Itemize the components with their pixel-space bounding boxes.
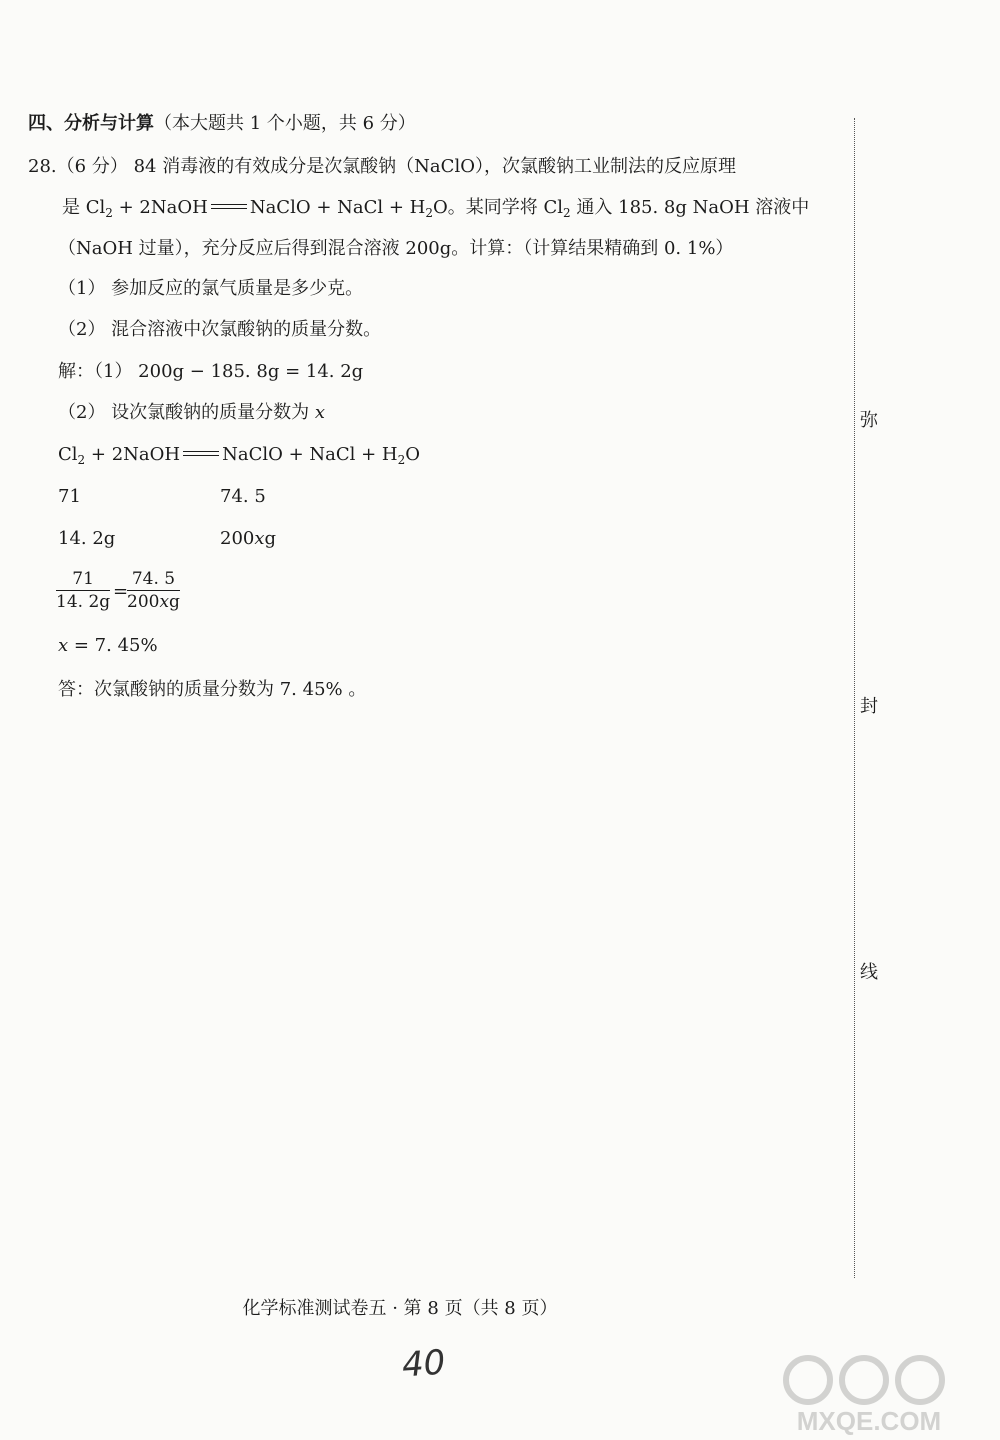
question-text-2-post: 通入 185. 8g NaOH 溶液中 <box>570 197 810 218</box>
sub-question-1: （1） 参加反应的氯气质量是多少克。 <box>58 278 364 299</box>
question-text-1: 84 消毒液的有效成分是次氯酸钠（NaClO），次氯酸钠工业制法的反应原理 <box>133 156 736 177</box>
solution-result: x = 7. 45% <box>58 635 158 656</box>
page-footer: 化学标准测试卷五 · 第 8 页（共 8 页） <box>242 1298 558 1319</box>
section-heading-title: 四、分析与计算 <box>28 113 154 134</box>
molar-mass-right: 74. 5 <box>220 486 266 507</box>
solution-equation: $Cl_2$ + 2NaOH NaClO + NaCl + $H_2O$ <box>58 444 421 467</box>
question-line-3: （NaOH 过量），充分反应后得到混合溶液 200g。计算：（计算结果精确到 0. 1%） <box>58 238 734 259</box>
question-number: 28. <box>28 156 57 177</box>
equals-double-line <box>211 204 247 209</box>
seal-char-2: 封 <box>860 692 878 718</box>
handwritten-page-number: 40 <box>400 1342 447 1386</box>
solution-step-1: 解：（1） 200g − 185. 8g = 14. 2g <box>58 361 364 382</box>
equals-double-line <box>183 451 219 456</box>
question-line-2: 是 $Cl_2$ + 2NaOH NaClO + NaCl + $H_2O$。某同学将 $Cl_2$ 通入 185. 8g NaOH 溶液中 <box>62 197 810 220</box>
given-mass-left: 14. 2g <box>58 528 116 549</box>
seal-char-3: 线 <box>860 958 878 984</box>
question-text-2-pre: 是 <box>62 197 80 218</box>
seal-dotted-line <box>854 118 855 1278</box>
question-text-2-mid: 。某同学将 Cl <box>447 197 564 218</box>
watermark-logo <box>744 1340 994 1436</box>
question-line-1 <box>28 155 736 179</box>
fraction-equals: = <box>113 581 129 602</box>
section-heading <box>28 112 416 136</box>
fraction-right: $\frac{74. 5}{200xg}$ <box>127 569 180 612</box>
molar-mass-left: 71 <box>58 486 81 507</box>
section-heading-note: （本大题共 1 个小题，共 6 分） <box>154 113 416 134</box>
svg-text:MXQE.COM: MXQE.COM <box>796 1406 942 1436</box>
given-mass-right: 200xg <box>220 528 277 549</box>
solution-answer: 答：次氯酸钠的质量分数为 7. 45% 。 <box>58 679 367 700</box>
fraction-left: $\frac{71}{14. 2g}$ <box>56 569 111 612</box>
reaction-equation-inline: $Cl_2$ + 2NaOH NaClO + NaCl + $H_2O$ <box>85 197 448 220</box>
sub-question-2: （2） 混合溶液中次氯酸钠的质量分数。 <box>58 319 382 340</box>
seal-char-1: 弥 <box>860 406 878 432</box>
question-score: （6 分） <box>56 156 128 177</box>
solution-step-2: （2） 设次氯酸钠的质量分数为 x <box>58 402 326 423</box>
